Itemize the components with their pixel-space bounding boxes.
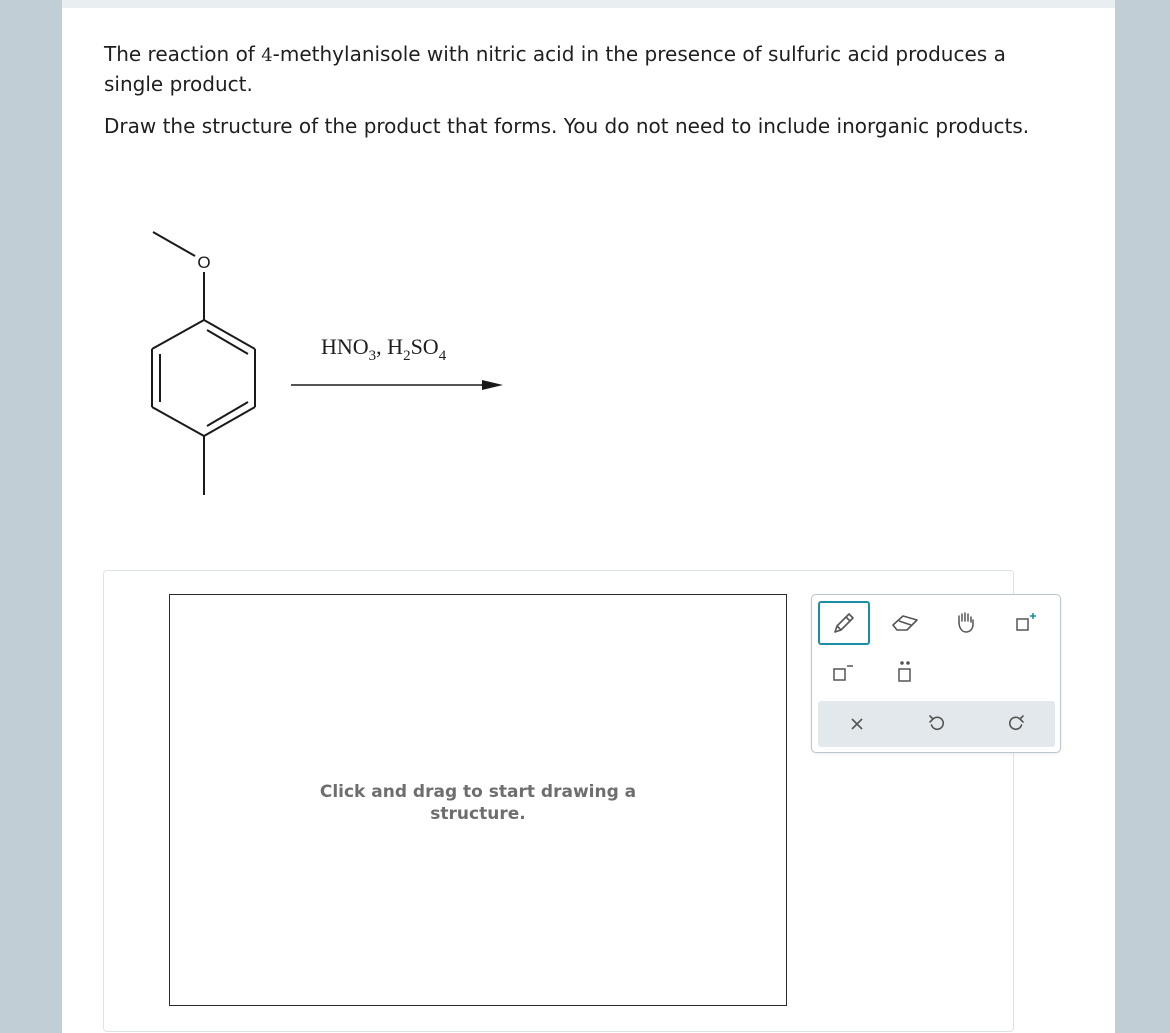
clear-icon: [847, 714, 867, 734]
question-number: 4: [261, 45, 273, 66]
negative-charge-button[interactable]: [818, 651, 870, 695]
eraser-tool-button[interactable]: [879, 601, 931, 645]
positive-charge-button[interactable]: [1001, 601, 1053, 645]
canvas-hint-line-1: Click and drag to start drawing a: [319, 782, 637, 802]
reagent-separator: ,: [376, 334, 388, 359]
question-paragraph-1: [104, 40, 1034, 98]
question-text-rest: -methylanisole with nitric acid in the presence of sulfuric acid produces a single product.: [104, 42, 1006, 96]
redo-button[interactable]: [991, 701, 1041, 747]
oxygen-atom-label: O: [197, 253, 211, 272]
canvas-hint: [170, 781, 786, 825]
ring-bond: [204, 320, 255, 349]
methoxy-methyl-bond: [153, 232, 195, 256]
drawing-canvas[interactable]: [169, 594, 787, 1006]
methylanisole-structure: [152, 232, 255, 495]
question-text: The reaction of: [104, 42, 262, 66]
redo-icon: [1005, 713, 1027, 735]
hand-icon: [951, 608, 981, 638]
reagent-label: [321, 334, 447, 364]
reagent-sub-4: 4: [438, 348, 447, 364]
toolbar-actions: [818, 701, 1055, 747]
eraser-icon: [889, 608, 921, 638]
reaction-arrow-head: [482, 380, 503, 390]
question-prompt: [104, 40, 1034, 154]
reagent-h: H: [387, 334, 404, 359]
hand-tool-button[interactable]: [940, 601, 992, 645]
clear-button[interactable]: [832, 701, 882, 747]
reagent-so: SO: [410, 334, 439, 359]
drawing-toolbar: [811, 594, 1061, 753]
reagent-hno: HNO: [321, 334, 369, 359]
lone-pair-icon: [890, 658, 920, 688]
ring-double-bond: [207, 402, 248, 426]
canvas-hint-line-2: structure.: [430, 804, 526, 824]
pencil-tool-button[interactable]: [818, 601, 870, 645]
lone-pair-button[interactable]: [879, 651, 931, 695]
pencil-icon: [829, 608, 859, 638]
ring-bond: [152, 320, 204, 349]
question-page: [62, 0, 1115, 1033]
ring-bond: [152, 407, 204, 436]
ring-bond: [204, 407, 255, 436]
ring-double-bond: [207, 330, 248, 354]
reagent-sub-2: 2: [403, 348, 411, 364]
positive-charge-icon: [1012, 608, 1042, 638]
negative-charge-icon: [829, 658, 859, 688]
reagent-sub-3: 3: [368, 348, 377, 364]
question-paragraph-2: Draw the structure of the product that forms. You do not need to include inorganic products.: [104, 114, 1030, 138]
undo-icon: [926, 713, 948, 735]
undo-button[interactable]: [912, 701, 962, 747]
top-strip: [62, 0, 1115, 8]
